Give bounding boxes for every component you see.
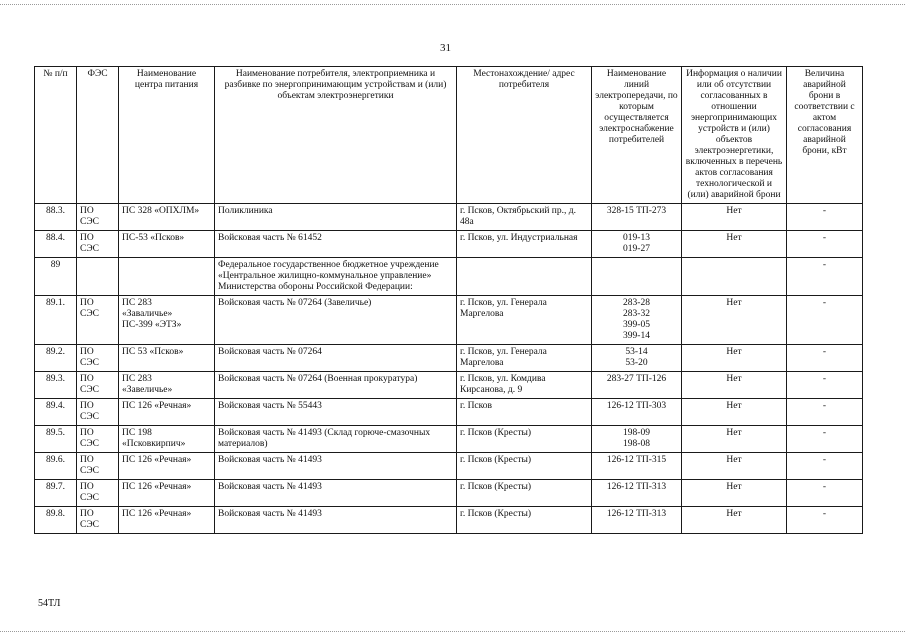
row-consumer: Войсковая часть № 41493 xyxy=(215,453,457,480)
consumer-table xyxy=(34,66,863,534)
row-address: г. Псков (Кресты) xyxy=(457,480,592,507)
row-lines-line: 019-13 xyxy=(623,233,650,243)
row-lines xyxy=(592,258,682,296)
row-center xyxy=(119,426,215,453)
row-value: - xyxy=(787,480,863,507)
scan-edge-top xyxy=(0,4,905,6)
row-center-line: «Псковкирпич» xyxy=(122,439,186,449)
row-info: Нет xyxy=(682,372,787,399)
row-info: Нет xyxy=(682,204,787,231)
row-address: г. Псков, ул. Генерала Маргелова xyxy=(457,345,592,372)
table-row xyxy=(35,258,863,296)
row-number: 89.2. xyxy=(35,345,77,372)
row-number: 89.1. xyxy=(35,296,77,345)
row-value: - xyxy=(787,345,863,372)
row-center xyxy=(119,507,215,534)
row-consumer: Войсковая часть № 41493 xyxy=(215,480,457,507)
row-lines-line: 283-32 xyxy=(623,309,650,319)
row-consumer: Войсковая часть № 07264 xyxy=(215,345,457,372)
row-lines xyxy=(592,345,682,372)
row-info: Нет xyxy=(682,426,787,453)
row-center xyxy=(119,204,215,231)
row-lines xyxy=(592,399,682,426)
row-number: 89 xyxy=(35,258,77,296)
row-fes: ПО СЭС xyxy=(77,345,119,372)
row-address: г. Псков, ул. Генерала Маргелова xyxy=(457,296,592,345)
row-number: 89.7. xyxy=(35,480,77,507)
row-address: г. Псков (Кресты) xyxy=(457,507,592,534)
row-consumer: Поликлиника xyxy=(215,204,457,231)
row-lines xyxy=(592,453,682,480)
row-value: - xyxy=(787,231,863,258)
row-center-line: ПС 283 xyxy=(122,298,152,308)
row-center-line: ПС 198 xyxy=(122,428,152,438)
row-lines-line: 283-28 xyxy=(623,298,650,308)
row-lines xyxy=(592,480,682,507)
row-address xyxy=(457,258,592,296)
row-number: 89.5. xyxy=(35,426,77,453)
table-row xyxy=(35,399,863,426)
row-center xyxy=(119,258,215,296)
row-center-line: «Заваличье» xyxy=(122,309,173,319)
row-fes: ПО СЭС xyxy=(77,372,119,399)
row-value: - xyxy=(787,399,863,426)
row-lines-line: 53-20 xyxy=(625,358,648,368)
row-value: - xyxy=(787,453,863,480)
row-fes: ПО СЭС xyxy=(77,426,119,453)
row-info: Нет xyxy=(682,453,787,480)
row-lines-line: 126-12 ТП-313 xyxy=(606,482,667,492)
row-info xyxy=(682,258,787,296)
row-center-line: ПС 126 «Речная» xyxy=(122,509,192,519)
row-number: 89.3. xyxy=(35,372,77,399)
table-row xyxy=(35,480,863,507)
row-info: Нет xyxy=(682,231,787,258)
scan-edge-bottom xyxy=(0,631,905,633)
row-lines xyxy=(592,296,682,345)
row-center xyxy=(119,453,215,480)
row-center-line: ПС 126 «Речная» xyxy=(122,455,192,465)
row-fes: ПО СЭС xyxy=(77,204,119,231)
row-value: - xyxy=(787,296,863,345)
row-center-line: «Завеличье» xyxy=(122,385,173,395)
header-lines: Наименование линий электропередачи, по которым осуществляется электроснабжение потребителей xyxy=(592,67,682,204)
row-value: - xyxy=(787,507,863,534)
row-consumer: Войсковая часть № 55443 xyxy=(215,399,457,426)
row-fes: ПО СЭС xyxy=(77,399,119,426)
row-value: - xyxy=(787,204,863,231)
row-lines-line: 019-27 xyxy=(623,244,650,254)
row-lines xyxy=(592,426,682,453)
row-lines xyxy=(592,204,682,231)
row-number: 89.4. xyxy=(35,399,77,426)
row-consumer: Войсковая часть № 61452 xyxy=(215,231,457,258)
row-consumer: Войсковая часть № 07264 (Военная прокуратура) xyxy=(215,372,457,399)
row-value: - xyxy=(787,258,863,296)
row-info: Нет xyxy=(682,507,787,534)
row-center-line: ПС 328 «ОПХЛМ» xyxy=(122,206,200,216)
footer-code: 54ТЛ xyxy=(38,598,61,609)
row-center-line: ПС 126 «Речная» xyxy=(122,482,192,492)
row-center xyxy=(119,296,215,345)
table-row xyxy=(35,231,863,258)
row-consumer: Войсковая часть № 41493 (Склад горюче-смазочных материалов) xyxy=(215,426,457,453)
row-lines-line: 399-05 xyxy=(623,320,650,330)
row-center-line: ПС 283 xyxy=(122,374,152,384)
page-number: 31 xyxy=(440,42,451,54)
header-value: Величина аварийной брони в соответствии с актом согласования аварийной брони, кВт xyxy=(787,67,863,204)
row-address: г. Псков, Октябрьский пр., д. 48а xyxy=(457,204,592,231)
row-lines-line: 126-12 ТП-315 xyxy=(606,455,667,465)
row-info: Нет xyxy=(682,399,787,426)
row-address: г. Псков, ул. Индустриальная xyxy=(457,231,592,258)
row-info: Нет xyxy=(682,345,787,372)
header-info: Информация о наличии или об отсутствии согласованных в отношении энергопринимающих устройств и (или) объектов электроэнергетики, включенных в перечень актов согласования технологической и (или) аварийной брони xyxy=(682,67,787,204)
row-center-line: ПС 53 «Псков» xyxy=(122,347,184,357)
row-address: г. Псков (Кресты) xyxy=(457,453,592,480)
table-row xyxy=(35,372,863,399)
row-fes: ПО СЭС xyxy=(77,231,119,258)
row-lines-line: 198-08 xyxy=(623,439,650,449)
row-center xyxy=(119,480,215,507)
row-consumer: Федеральное государственное бюджетное учреждение «Центральное жилищно-коммунальное управление» Министерства обороны Российской Федерации: xyxy=(215,258,457,296)
row-lines xyxy=(592,231,682,258)
header-consumer: Наименование потребителя, электроприемника и разбивке по энергопринимающим устройствам и (или) объектам электроэнергетики xyxy=(215,67,457,204)
row-center-line: ПС-53 «Псков» xyxy=(122,233,185,243)
row-value: - xyxy=(787,426,863,453)
row-lines-line: 399-14 xyxy=(623,331,650,341)
row-fes: ПО СЭС xyxy=(77,453,119,480)
row-fes: ПО СЭС xyxy=(77,480,119,507)
row-address: г. Псков (Кресты) xyxy=(457,426,592,453)
row-lines xyxy=(592,372,682,399)
table-row xyxy=(35,507,863,534)
row-lines-line: 198-09 xyxy=(623,428,650,438)
header-fes: ФЭС xyxy=(77,67,119,204)
row-info: Нет xyxy=(682,480,787,507)
row-info: Нет xyxy=(682,296,787,345)
table-row xyxy=(35,426,863,453)
table-row xyxy=(35,345,863,372)
row-consumer: Войсковая часть № 07264 (Завеличье) xyxy=(215,296,457,345)
row-number: 88.4. xyxy=(35,231,77,258)
row-lines-line: 328-15 ТП-273 xyxy=(606,206,667,216)
row-center xyxy=(119,231,215,258)
row-address: г. Псков xyxy=(457,399,592,426)
row-number: 89.8. xyxy=(35,507,77,534)
row-value: - xyxy=(787,372,863,399)
row-lines-line: 53-14 xyxy=(625,347,648,357)
row-center-line: ПС-399 «ЭТЗ» xyxy=(122,320,182,330)
table-row xyxy=(35,296,863,345)
table-row xyxy=(35,453,863,480)
header-num: № п/п xyxy=(35,67,77,204)
row-lines-line: 283-27 ТП-126 xyxy=(606,374,667,384)
row-lines xyxy=(592,507,682,534)
row-lines-line: 126-12 ТП-313 xyxy=(606,509,667,519)
row-fes: ПО СЭС xyxy=(77,296,119,345)
row-consumer: Войсковая часть № 41493 xyxy=(215,507,457,534)
header-row xyxy=(35,67,863,204)
row-lines-line: 126-12 ТП-303 xyxy=(606,401,667,411)
row-center xyxy=(119,372,215,399)
row-address: г. Псков, ул. Комдива Кирсанова, д. 9 xyxy=(457,372,592,399)
row-fes xyxy=(77,258,119,296)
row-fes: ПО СЭС xyxy=(77,507,119,534)
row-center xyxy=(119,399,215,426)
row-center xyxy=(119,345,215,372)
header-center: Наименование центра питания xyxy=(119,67,215,204)
row-number: 88.3. xyxy=(35,204,77,231)
header-address: Местонахождение/ адрес потребителя xyxy=(457,67,592,204)
row-number: 89.6. xyxy=(35,453,77,480)
table-row xyxy=(35,204,863,231)
row-center-line: ПС 126 «Речная» xyxy=(122,401,192,411)
